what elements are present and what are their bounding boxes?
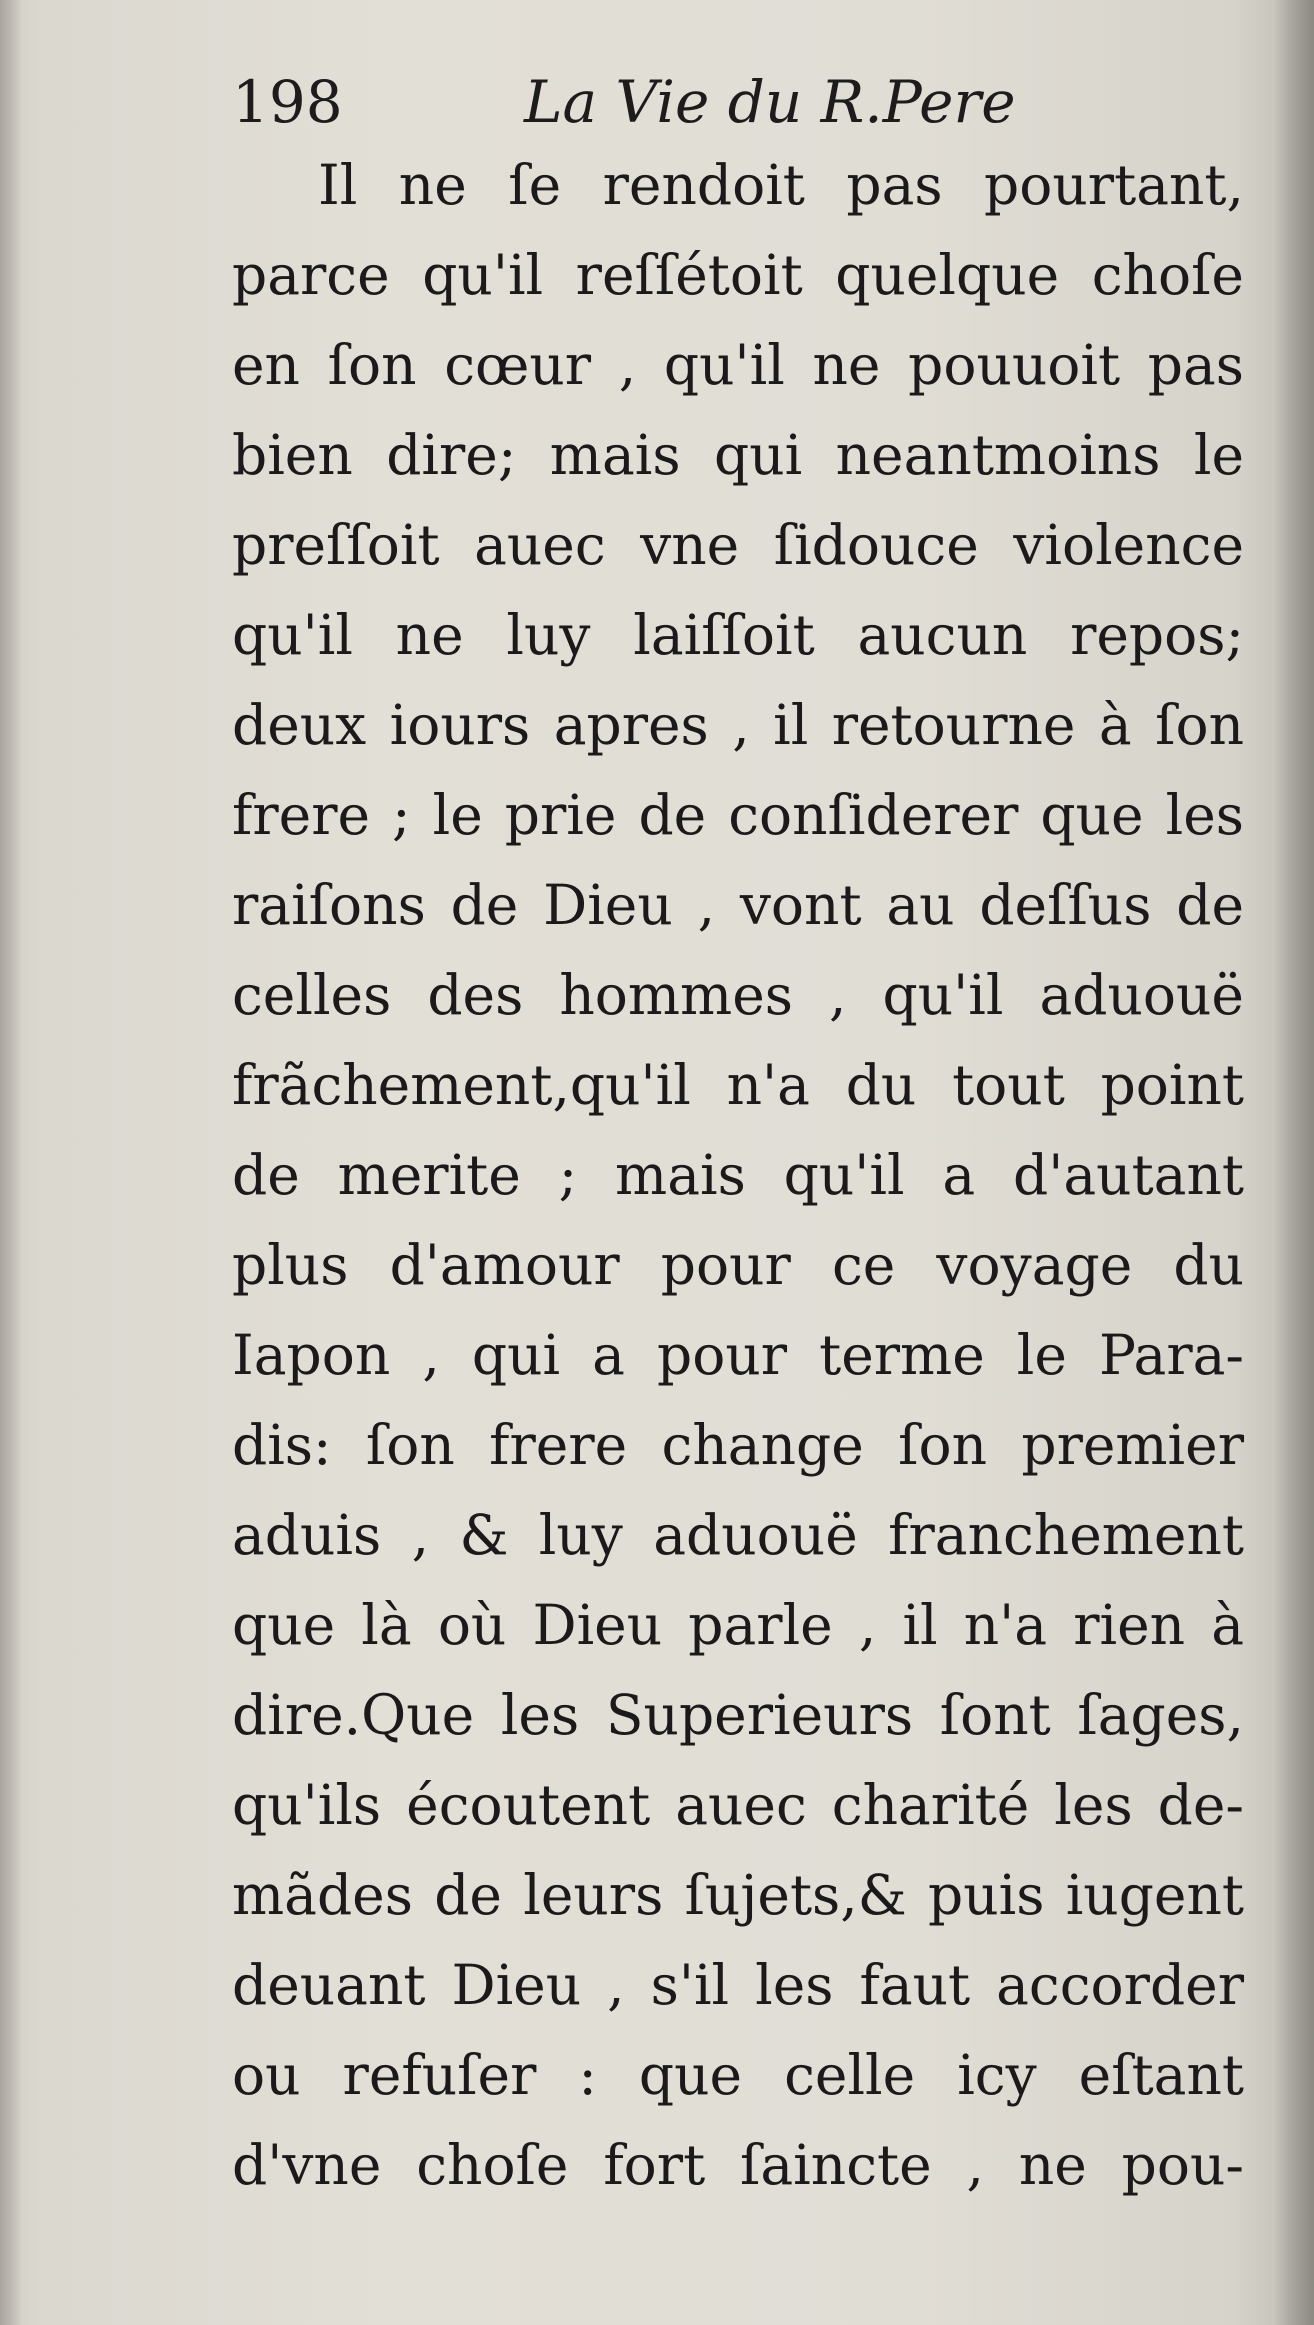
text-line: deux iours apres , il retourne à ſon [232,693,1244,757]
text-line: frãchement,qu'il n'a du tout point [232,1053,1244,1117]
text-line: raiſons de Dieu , vont au deſſus de [232,873,1244,937]
running-title: La Vie du R.Pere [524,68,1016,136]
text-line: que là où Dieu parle , il n'a rien à [232,1593,1244,1657]
text-line: qu'il ne luy laiſſoit aucun repos; [232,603,1244,667]
text-line: dire.Que les Superieurs ſont ſages, [232,1683,1244,1747]
text-line: Iapon , qui a pour terme le Para- [232,1323,1244,1387]
text-line: deuant Dieu , s'il les faut accorder [232,1953,1244,2017]
text-line: de merite ; mais qu'il a d'autant [232,1143,1244,1207]
text-line: plus d'amour pour ce voyage du [232,1233,1244,1297]
page-number: 198 [232,68,343,136]
body-text [232,140,1244,2210]
running-head [232,62,1032,142]
text-line: frere ; le prie de conſiderer que les [232,783,1244,847]
text-line: preſſoit auec vne ſidouce violence [232,513,1244,577]
text-line: mãdes de leurs ſujets,& puis iugent [232,1863,1244,1927]
text-line: dis: ſon frere change ſon premier [232,1413,1244,1477]
text-line: parce qu'il reſſétoit quelque choſe [232,243,1244,307]
text-line: bien dire; mais qui neantmoins le [232,423,1244,487]
text-line: Il ne ſe rendoit pas pourtant, [318,153,1244,217]
text-line: qu'ils écoutent auec charité les de- [232,1773,1244,1837]
text-line: d'vne choſe fort ſaincte , ne pou- [232,2133,1244,2197]
text-line: ou refuſer : que celle icy eſtant [232,2043,1244,2107]
text-line: celles des hommes , qu'il aduouë [232,963,1244,1027]
text-line: aduis , & luy aduouë franchement [232,1503,1244,1567]
text-line: en ſon cœur , qu'il ne pouuoit pas [232,333,1244,397]
page-edge-shadow [1274,0,1314,2325]
gutter-shadow [0,0,22,2325]
